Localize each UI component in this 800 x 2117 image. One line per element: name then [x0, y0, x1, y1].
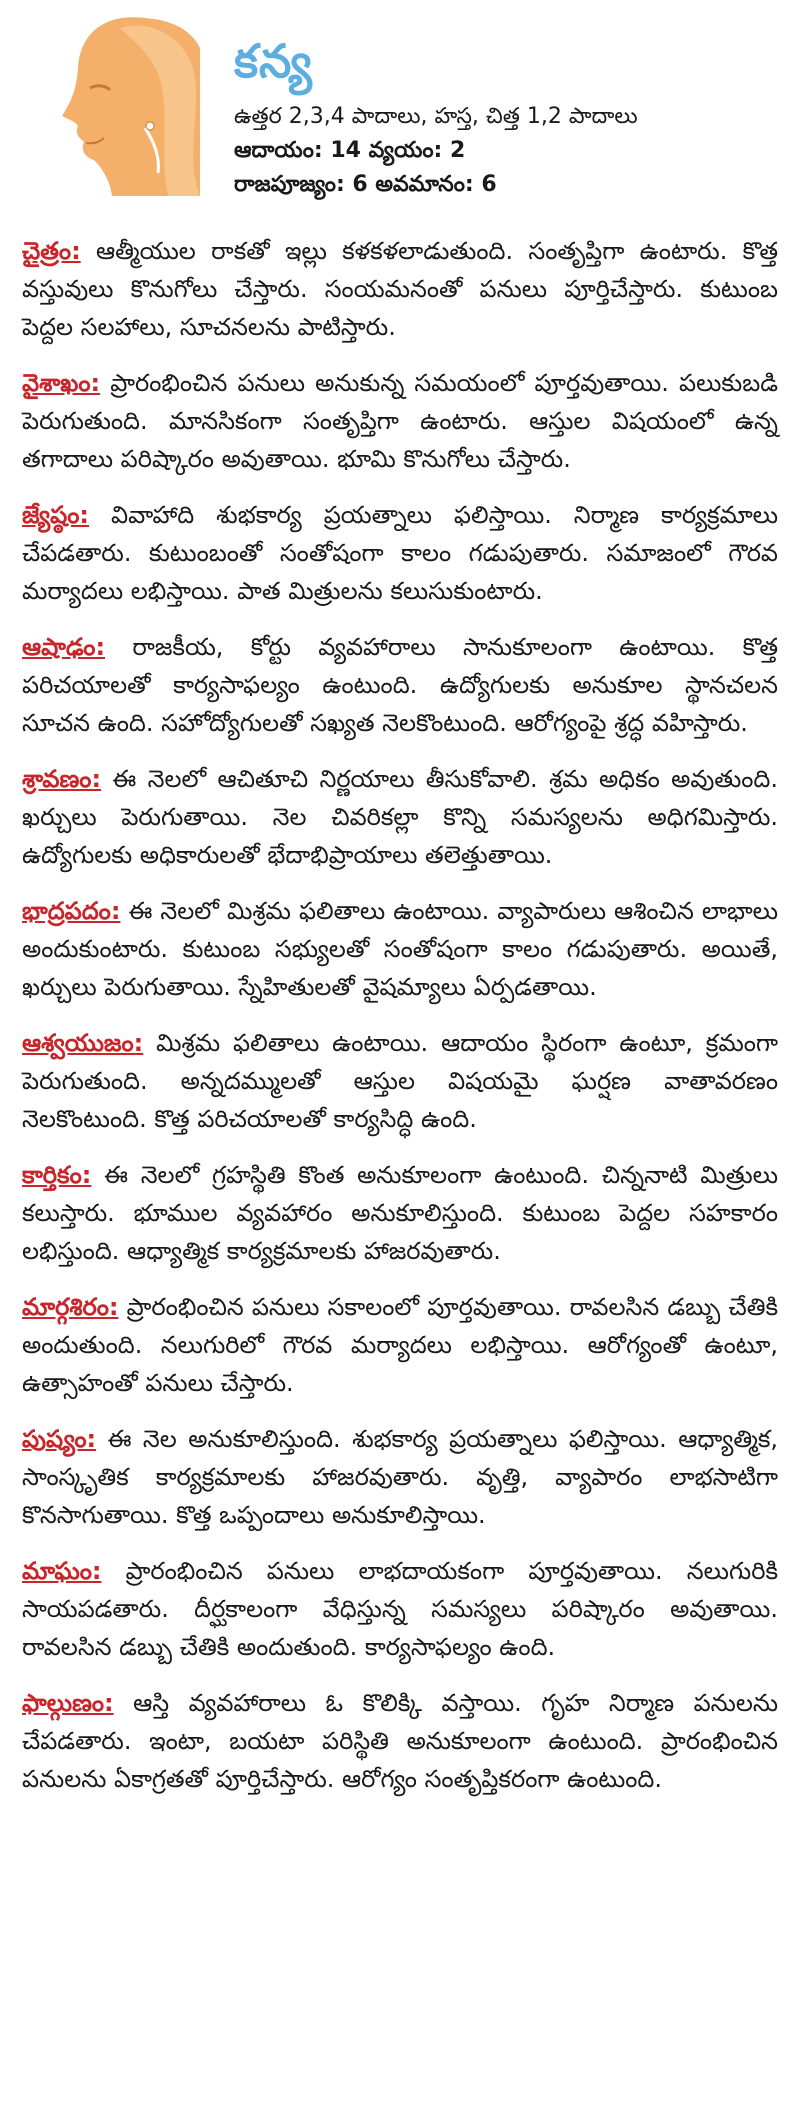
month-name: ఆశ్వయుజం: — [22, 1029, 144, 1057]
month-ashadham — [22, 628, 778, 742]
month-shravanam — [22, 760, 778, 874]
month-name: ఆషాఢం: — [22, 633, 106, 661]
month-name: కార్తికం: — [22, 1161, 92, 1189]
month-margashiram — [22, 1288, 778, 1402]
month-name: పుష్యం: — [22, 1425, 97, 1453]
month-text: ప్రారంభించిన పనులు అనుకున్న సమయంలో పూర్తవుతాయి. పలుకుబడి పెరుగుతుంది. మానసికంగా సంతృప్తిగా ఉంటారు. ఆస్తుల విషయంలో ఉన్న తగాదాలు పరిష్కారం అవుతాయి. భూమి కొనుగోలు చేస్తారు. — [22, 369, 778, 473]
month-pushyam — [22, 1420, 778, 1534]
month-ashvayujam — [22, 1024, 778, 1138]
month-name: ఫాల్గుణం: — [22, 1689, 114, 1717]
sign-meta — [234, 100, 638, 202]
month-text: ఆత్మీయుల రాకతో ఇల్లు కళకళలాడుతుంది. సంతృప్తిగా ఉంటారు. కొత్త వస్తువులు కొనుగోలు చేస్తారు. సంయమనంతో పనులు పూర్తిచేస్తారు. కుటుంబ పెద్దల సలహాలు, సూచనలను పాటిస్తారు. — [22, 237, 778, 341]
month-text: ఈ నెలలో మిశ్రమ ఫలితాలు ఉంటాయి. వ్యాపారులు ఆశించిన లాభాలు అందుకుంటారు. కుటుంబ సభ్యులతో సంతోషంగా కాలం గడుపుతారు. అయితే, ఖర్చులు పెరుగుతాయి. స్నేహితులతో వైషమ్యాలు ఏర్పడతాయి. — [22, 897, 778, 1001]
month-text: ఈ నెలలో గ్రహస్థితి కొంత అనుకూలంగా ఉంటుంది. చిన్ననాటి మిత్రులు కలుస్తారు. భూముల వ్యవహారం అనుకూలిస్తుంది. కుటుంబ పెద్దల సహకారం లభిస్తుంది. ఆధ్యాత్మిక కార్యక్రమాలకు హాజరవుతారు. — [22, 1161, 778, 1265]
sign-header — [22, 0, 778, 210]
income-expense: ఆదాయం: 14 వ్యయం: 2 — [234, 138, 466, 163]
month-text: ఈ నెలలో ఆచితూచి నిర్ణయాలు తీసుకోవాలి. శ్రమ అధికం అవుతుంది. ఖర్చులు పెరుగుతాయి. నెల చివరికల్లా కొన్ని సమస్యలను అధిగమిస్తారు. ఉద్యోగులకు అధికారులతో భేదాభిప్రాయాలు తలెత్తుతాయి. — [22, 765, 778, 869]
month-name: శ్రావణం: — [22, 765, 102, 793]
month-name: వైశాఖం: — [22, 369, 101, 397]
month-name: మార్గశిరం: — [22, 1293, 119, 1321]
month-name: భాద్రపదం: — [22, 897, 121, 925]
month-text: ప్రారంభించిన పనులు సకాలంలో పూర్తవుతాయి. రావలసిన డబ్బు చేతికి అందుతుంది. నలుగురిలో గౌరవ మర్యాదలు లభిస్తాయి. ఆరోగ్యంతో ఉంటూ, ఉత్సాహంతో పనులు చేస్తారు. — [22, 1293, 778, 1397]
month-phalgunam — [22, 1684, 778, 1798]
month-jyeshtham — [22, 496, 778, 610]
nakshatra-padas: ఉత్తర 2,3,4 పాదాలు, హస్త, చిత్త 1,2 పాదాలు — [234, 104, 638, 129]
honor-dishonor: రాజపూజ్యం: 6 అవమానం: 6 — [234, 172, 497, 197]
virgo-woman-face-icon — [50, 8, 200, 198]
month-vaishakham — [22, 364, 778, 478]
month-chaitram — [22, 232, 778, 346]
month-name: జ్యేష్ఠం: — [22, 501, 90, 529]
month-name: చైత్రం: — [22, 237, 81, 265]
month-karthikam — [22, 1156, 778, 1270]
month-magham — [22, 1552, 778, 1666]
month-text: ఆస్తి వ్యవహారాలు ఓ కొలిక్కి వస్తాయి. గృహ నిర్మాణ పనులను చేపడతారు. ఇంటా, బయటా పరిస్థితి అనుకూలంగా ఉంటుంది. ప్రారంభించిన పనులను ఏకాగ్రతతో పూర్తిచేస్తారు. ఆరోగ్యం సంతృప్తికరంగా ఉంటుంది. — [22, 1689, 778, 1793]
monthly-predictions — [22, 232, 778, 1798]
sign-title: కన్య — [234, 34, 313, 88]
month-name: మాఘం: — [22, 1557, 102, 1585]
month-text: రాజకీయ, కోర్టు వ్యవహారాలు సానుకూలంగా ఉంటాయి. కొత్త పరిచయాలతో కార్యసాఫల్యం ఉంటుంది. ఉద్యోగులకు అనుకూల స్థానచలన సూచన ఉంది. సహోద్యోగులతో సఖ్యత నెలకొంటుంది. ఆరోగ్యంపై శ్రద్ధ వహిస్తారు. — [22, 633, 778, 737]
month-text: మిశ్రమ ఫలితాలు ఉంటాయి. ఆదాయం స్థిరంగా ఉంటూ, క్రమంగా పెరుగుతుంది. అన్నదమ్ములతో ఆస్తుల విషయమై ఘర్షణ వాతావరణం నెలకొంటుంది. కొత్త పరిచయాలతో కార్యసిద్ధి ఉంది. — [22, 1029, 778, 1133]
month-text: ప్రారంభించిన పనులు లాభదాయకంగా పూర్తవుతాయి. నలుగురికి సాయపడతారు. దీర్ఘకాలంగా వేధిస్తున్న సమస్యలు పరిష్కారం అవుతాయి. రావలసిన డబ్బు చేతికి అందుతుంది. కార్యసాఫల్యం ఉంది. — [22, 1557, 778, 1661]
month-text: ఈ నెల అనుకూలిస్తుంది. శుభకార్య ప్రయత్నాలు ఫలిస్తాయి. ఆధ్యాత్మిక, సాంస్కృతిక కార్యక్రమాలకు హాజరవుతారు. వృత్తి, వ్యాపారం లాభసాటిగా కొనసాగుతాయి. కొత్త ఒప్పందాలు అనుకూలిస్తాయి. — [22, 1425, 778, 1529]
month-bhadrapadam — [22, 892, 778, 1006]
month-text: వివాహాది శుభకార్య ప్రయత్నాలు ఫలిస్తాయి. నిర్మాణ కార్యక్రమాలు చేపడతారు. కుటుంబంతో సంతోషంగా కాలం గడుపుతారు. సమాజంలో గౌరవ మర్యాదలు లభిస్తాయి. పాత మిత్రులను కలుసుకుంటారు. — [22, 501, 778, 605]
